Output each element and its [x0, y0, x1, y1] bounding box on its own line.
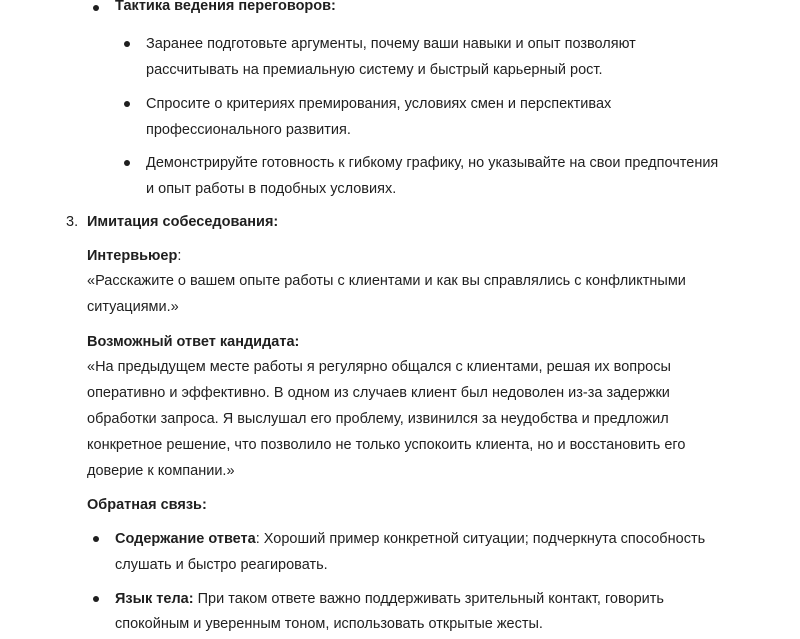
- bullet-dot: [93, 536, 99, 542]
- answer-line-1: «На предыдущем месте работы я регулярно общался с клиентами, решая их вопросы: [87, 359, 671, 375]
- interviewer-colon: :: [177, 248, 182, 264]
- question-line-2: ситуациями.»: [87, 299, 179, 315]
- bullet-dot: [93, 596, 99, 602]
- tactic-2-line-1: Спросите о критериях премирования, условиях смен и перспективах: [146, 96, 612, 112]
- section-number: 3.: [66, 214, 79, 230]
- bullet-dot: [93, 5, 99, 11]
- tactic-1-line-1: Заранее подготовьте аргументы, почему ваши навыки и опыт позволяют: [146, 36, 636, 52]
- bullet-dot: [124, 160, 130, 166]
- feedback-label: Обратная связь:: [87, 497, 207, 513]
- feedback-1-text: : Хороший пример конкретной ситуации; подчеркнута способность: [255, 531, 706, 547]
- tactic-3-line-1: Демонстрируйте готовность к гибкому графику, но указывайте на свои предпочтения: [146, 155, 719, 171]
- feedback-2-line-1: [115, 586, 664, 612]
- answer-line-4: конкретное решение, что позволило не только успокоить клиента, но и восстановить его: [87, 437, 686, 453]
- feedback-1-line-1: [115, 526, 705, 552]
- tactic-1-line-2: рассчитывать на премиальную систему и быстрый карьерный рост.: [146, 62, 603, 78]
- tactic-3-line-2: и опыт работы в подобных условиях.: [146, 181, 397, 197]
- feedback-2-line-2: спокойным и уверенным тоном, использовать открытые жесты.: [115, 616, 543, 632]
- answer-line-3: обработки запроса. Я выслушал его проблему, извинился за неудобства и предложил: [87, 411, 669, 427]
- answer-line-5: доверие к компании.»: [87, 463, 235, 479]
- feedback-1-label: Содержание ответа: [115, 531, 256, 547]
- interviewer-label: Интервьюер: [87, 248, 178, 264]
- bullet-dot: [124, 41, 130, 47]
- tactics-heading: Тактика ведения переговоров:: [115, 0, 336, 14]
- question-line-1: «Расскажите о вашем опыте работы с клиентами и как вы справлялись с конфликтными: [87, 273, 686, 289]
- answer-line-2: оперативно и эффективно. В одном из случаев клиент был недоволен из-за задержки: [87, 385, 670, 401]
- interviewer-row: [87, 243, 181, 269]
- answer-label: Возможный ответ кандидата:: [87, 334, 300, 350]
- section-title: Имитация собеседования:: [87, 214, 279, 230]
- feedback-2-label: Язык тела:: [115, 591, 194, 607]
- feedback-2-text: При таком ответе важно поддерживать зрительный контакт, говорить: [193, 591, 664, 607]
- tactic-2-line-2: профессионального развития.: [146, 122, 351, 138]
- bullet-dot: [124, 101, 130, 107]
- feedback-1-line-2: слушать и быстро реагировать.: [115, 557, 328, 573]
